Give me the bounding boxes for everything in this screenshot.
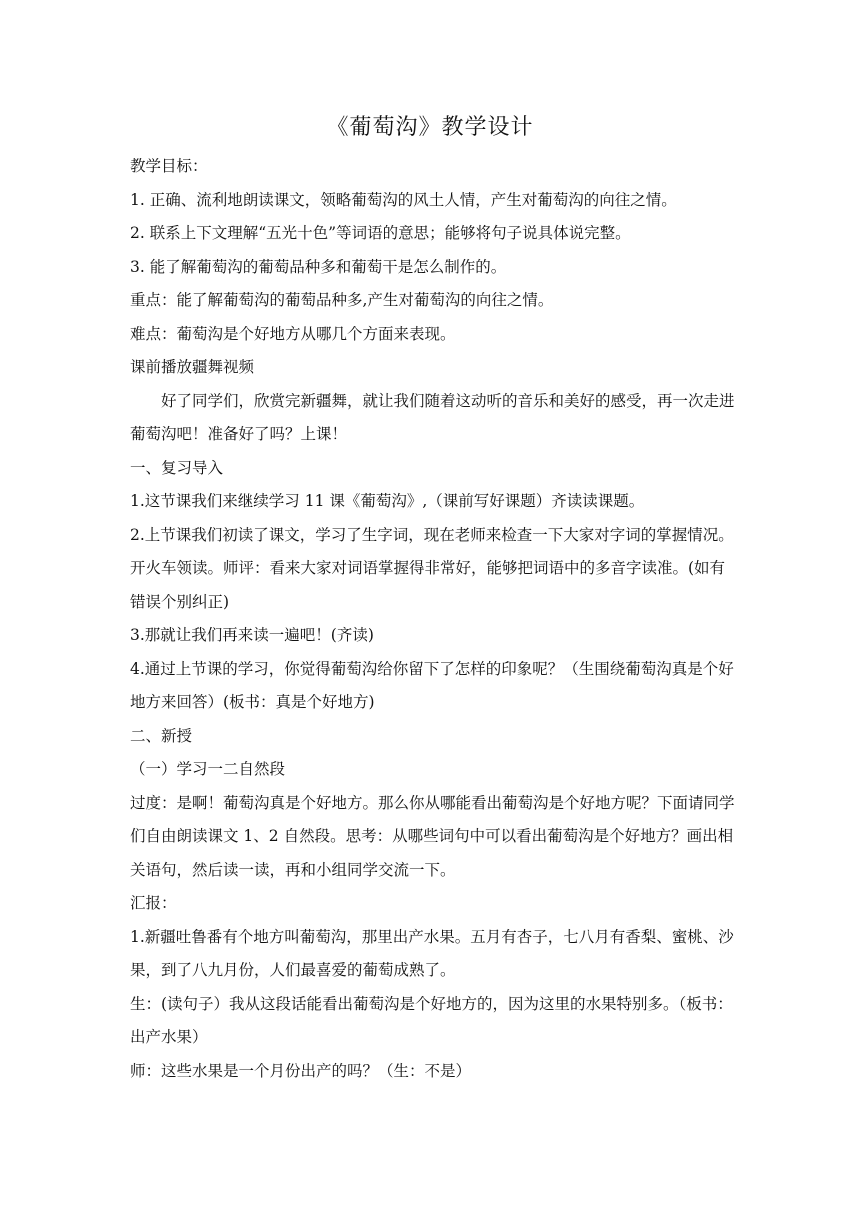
section-heading-new-lesson: 二、新授 — [130, 726, 193, 745]
subsection-heading-paragraphs-1-2: （一）学习一二自然段 — [130, 760, 286, 778]
paragraph-review-1: 1.这节课我们来继续学习 11 课《葡萄沟》,（课前写好课题）齐读读课题。 — [130, 492, 645, 510]
document-title: 《葡萄沟》教学设计 — [326, 115, 534, 140]
paragraph-pre-class-video: 课前播放疆舞视频 — [130, 358, 255, 376]
section-heading-review: 一、复习导入 — [130, 458, 224, 477]
paragraph-report-1: 1.新疆吐鲁番有个地方叫葡萄沟，那里出产水果。五月有杏子，七八月有香梨、蜜桃、沙果，到了八九月份，人们最喜爱的葡萄成熟了。 — [130, 927, 734, 979]
paragraph-review-3: 3.那就让我们再来读一遍吧！(齐读) — [130, 626, 374, 644]
paragraph-review-4: 4.通过上节课的学习，你觉得葡萄沟给你留下了怎样的印象呢？（生围绕葡萄沟真是个好地方来回答）(板书：真是个好地方) — [130, 659, 734, 711]
paragraph-intro: 好了同学们，欣赏完新疆舞，就让我们随着这动听的音乐和美好的感受，再一次走进葡萄沟吧！准备好了吗？上课！ — [130, 391, 735, 443]
paragraph-teacher-question: 师：这些水果是一个月份出产的吗？（生：不是） — [130, 1061, 472, 1080]
paragraph-key-point: 重点：能了解葡萄沟的葡萄品种多,产生对葡萄沟的向往之情。 — [130, 291, 554, 309]
paragraph-difficulty: 难点：葡萄沟是个好地方从哪几个方面来表现。 — [130, 324, 456, 343]
document-body — [130, 150, 735, 1088]
paragraph-goal-2: 2. 联系上下文理解“五光十色”等词语的意思；能够将句子说具体说完整。 — [130, 224, 631, 242]
paragraph-teaching-goals-heading: 教学目标： — [130, 157, 208, 175]
paragraph-transition: 过度：是啊！葡萄沟真是个好地方。那么你从哪能看出葡萄沟是个好地方呢？下面请同学们自由朗读课文 1、2 自然段。思考：从哪些词句中可以看出葡萄沟是个好地方？画出相关语句，然后读一读，再和小组同学交流一下。 — [130, 793, 735, 879]
paragraph-goal-3: 3. 能了解葡萄沟的葡萄品种多和葡萄干是怎么制作的。 — [130, 257, 507, 276]
paragraph-student-answer: 生：(读句子）我从这段话能看出葡萄沟是个好地方的，因为这里的水果特别多。（板书：出产水果） — [130, 994, 733, 1046]
paragraph-goal-1: 1. 正确、流利地朗读课文，领略葡萄沟的风土人情，产生对葡萄沟的向往之情。 — [130, 190, 677, 209]
paragraph-review-2: 2.上节课我们初读了课文，学习了生字词，现在老师来检查一下大家对字词的掌握情况。开火车领读。师评：看来大家对词语掌握得非常好，能够把词语中的多音字读准。(如有错误个别纠正) — [130, 525, 734, 611]
paragraph-report-heading: 汇报： — [130, 894, 177, 912]
